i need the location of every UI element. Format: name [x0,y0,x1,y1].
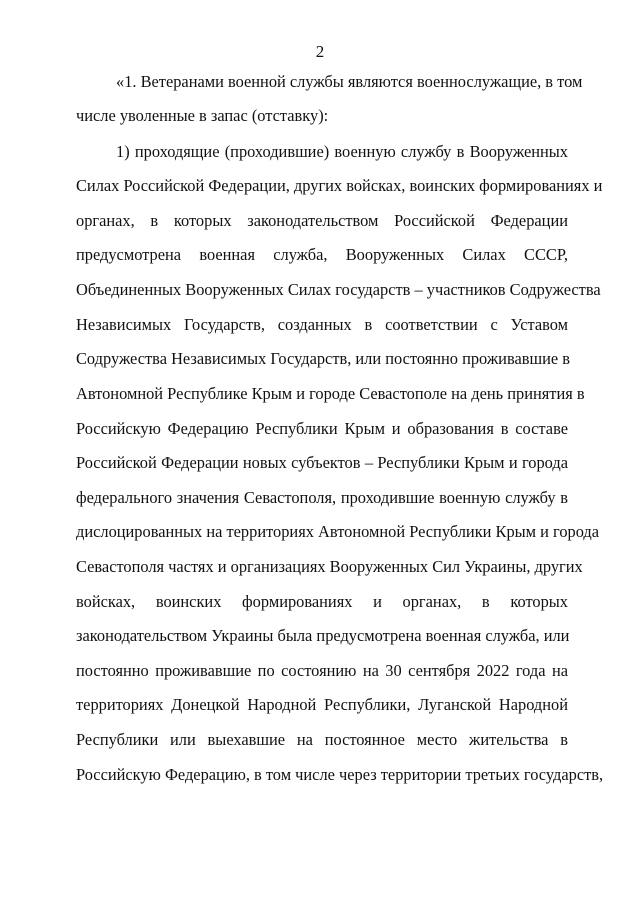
text-line: Силах Российской Федерации, других войсках, воинских формированиях и [76,176,603,195]
text-line: Независимых Государств, созданных в соответствии с Уставом [76,315,568,334]
text-line: числе уволенные в запас (отставку): [76,106,329,125]
text-line: Российской Федерации новых субъектов – Республики Крым и города [76,453,568,472]
text-line: территориях Донецкой Народной Республики, Луганской Народной [76,695,568,714]
text-line: Объединенных Вооруженных Силах государств – участников Содружества [76,280,601,299]
text-line: федерального значения Севастополя, проходившие военную службу в [76,488,568,507]
text-line: постоянно проживавшие по состоянию на 30 сентября 2022 года на [76,661,568,680]
text-line: дислоцированных на территориях Автономной Республики Крым и города [76,522,600,541]
text-line: Российскую Федерацию Республики Крым и образования в составе [76,419,568,438]
text-line: органах, в которых законодательством Российской Федерации [76,211,568,230]
text-line: 1) проходящие (проходившие) военную службу в Вооруженных [116,142,568,161]
text-line: «1. Ветеранами военной службы являются военнослужащие, в том [116,72,583,91]
text-line: предусмотрена военная служба, Вооруженных Силах СССР, [76,245,568,264]
text-line: Российскую Федерацию, в том числе через территории третьих государств, [76,765,604,784]
text-line: Содружества Независимых Государств, или постоянно проживавшие в [76,349,570,368]
text-line: Севастополя частях и организациях Вооруженных Сил Украины, других [76,557,583,576]
text-line: Автономной Республике Крым и городе Севастополе на день принятия в [76,384,585,403]
page-number: 2 [315,42,325,61]
text-line: Республики или выехавшие на постоянное место жительства в [76,730,568,749]
text-line: законодательством Украины была предусмотрена военная служба, или [76,626,570,645]
text-line: войсках, воинских формированиях и органах, в которых [76,592,568,611]
